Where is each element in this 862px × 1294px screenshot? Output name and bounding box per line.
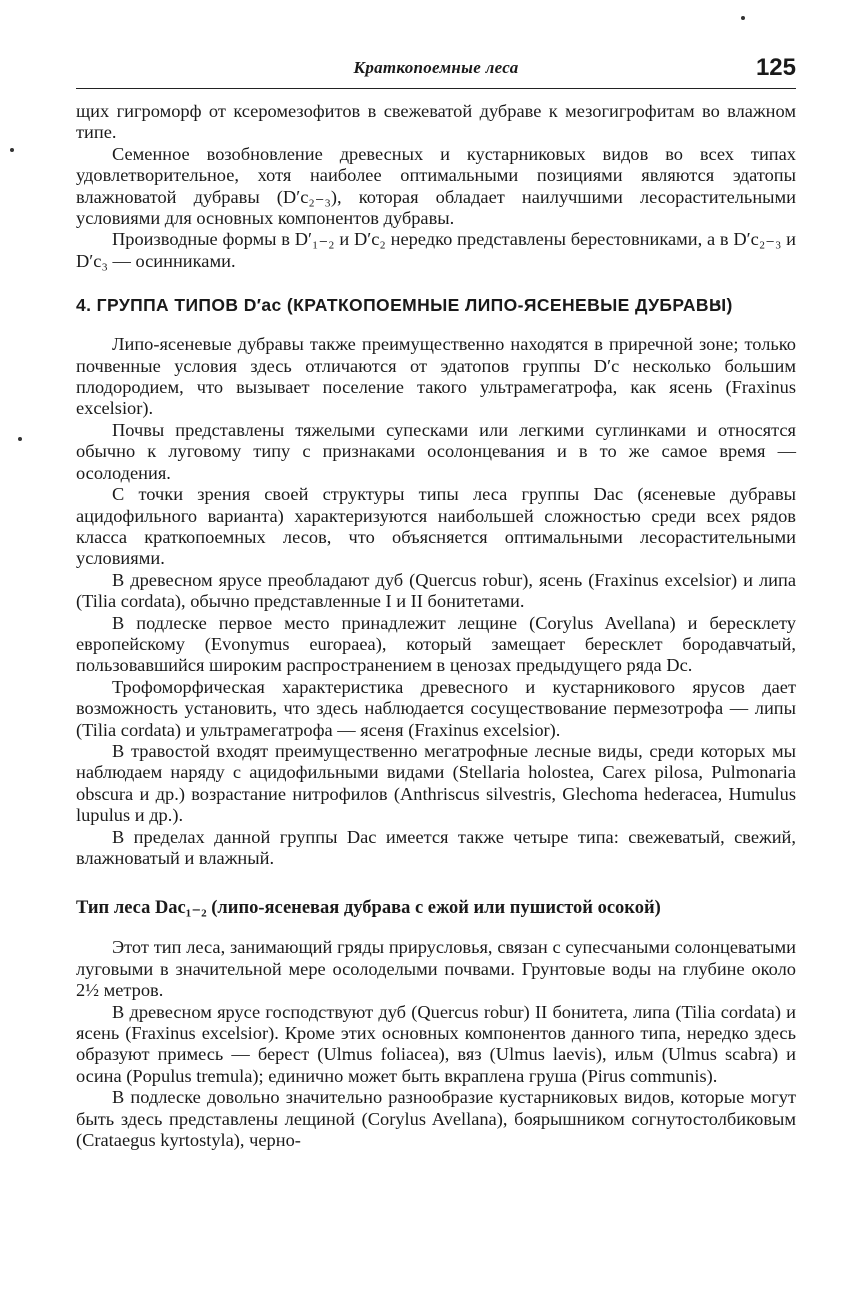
- paragraph: В пределах данной группы Dac имеется также четыре типа: свежеватый, свежий, влажноватый и влажный.: [76, 826, 796, 868]
- paragraph: Липо-ясеневые дубравы также преимущественно находятся в приречной зоне; только почвенные условия здесь отличаются от эдатопов группы D′c несколько большим плодородием, что вызывает поселение такого ультрамегатрофа, как ясень (Fraxinus excelsior).: [76, 334, 796, 419]
- book-page: [76, 54, 796, 1151]
- running-title: Краткопоемные леса: [353, 58, 519, 77]
- page-body: [76, 101, 796, 1151]
- page-speck: [18, 437, 22, 441]
- running-header: [76, 54, 796, 89]
- page-speck: [741, 16, 745, 20]
- paragraph: Производные формы в D′₁₋₂ и D′c₂ нередко представлены берестовниками, а в D′c₂₋₃ и D′c₃ — осинниками.: [76, 229, 796, 271]
- paragraph: В подлеске довольно значительно разнообразие кустарниковых видов, которые могут быть здесь представлены лещиной (Corylus Avellana), боярышником согнутостолбиковым (Crataegus kyrtostyla), черно-: [76, 1087, 796, 1151]
- subsection-heading: Тип леса Dac₁₋₂ (липо-ясеневая дубрава с ежой или пушистой осокой): [76, 898, 661, 919]
- paragraph: В подлеске первое место принадлежит лещине (Corylus Avellana) и бересклету европейскому (Evonymus europaea), который замещает бересклет бородавчатый, пользовавшийся широким распространением в ценозах предыдущего ряда Dc.: [76, 612, 796, 676]
- paragraph: В травостой входят преимущественно мегатрофные лесные виды, среди которых мы наблюдаем наряду с ацидофильными видами (Stellaria holostea, Carex pilosa, Pulmonaria obscura и др.) возрастание нитрофилов (Anthriscus silvestris, Glechoma hederacea, Humulus lupulus и др.).: [76, 740, 796, 826]
- paragraph: Почвы представлены тяжелыми супесками или легкими суглинками и относятся обычно к луговому типу с признаками осолонцевания и в то же самое время — осолодения.: [76, 419, 796, 483]
- page-speck: [10, 148, 14, 152]
- paragraph: В древесном ярусе преобладают дуб (Quercus robur), ясень (Fraxinus excelsior) и липа (Tilia cordata), обычно представленные I и II бонитетами.: [76, 569, 796, 612]
- section-heading: 4. ГРУППА ТИПОВ D′ac (КРАТКОПОЕМНЫЕ ЛИПО-ЯСЕНЕВЫЕ ДУБРАВЫ): [76, 295, 733, 316]
- page-number: 125: [755, 54, 796, 81]
- paragraph: щих гигроморф от ксеромезофитов в свежеватой дубраве к мезогигрофитам во влажном типе.: [76, 101, 796, 143]
- paragraph: Этот тип леса, занимающий гряды прирусловья, связан с супесчаными солонцеватыми луговыми в значительной мере осолоделыми почвами. Грунтовые воды на глубине около 2½ метров.: [76, 937, 796, 1001]
- paragraph: Трофоморфическая характеристика древесного и кустарникового ярусов дает возможность установить, что здесь наблюдается сосуществование пермезотрофа — липы (Tilia cordata) и ультрамегатрофа — ясеня (Fraxinus excelsior).: [76, 676, 796, 740]
- paragraph: С точки зрения своей структуры типы леса группы Dac (ясеневые дубравы ацидофильного варианта) характеризуются наибольшей сложностью среди всех рядов класса краткопоемных лесов, что объясняется оптимальными лесорастительными условиями.: [76, 484, 796, 569]
- paragraph: В древесном ярусе господствуют дуб (Quercus robur) II бонитета, липа (Tilia cordata) и ясень (Fraxinus excelsior). Кроме этих основных компонентов данного типа, нередко здесь образуют примесь — берест (Ulmus foliacea), вяз (Ulmus laevis), ильм (Ulmus scabra) и осина (Populus tremula); единично может быть вкраплена груша (Pirus communis).: [76, 1001, 796, 1086]
- paragraph: Семенное возобновление древесных и кустарниковых видов во всех типах удовлетворительное, хотя наиболее оптимальными позициями являются эдатопы влажноватой дубравы (D′c₂₋₃), которая обладает наилучшими лесорастительными условиями для основных компонентов дубравы.: [76, 143, 796, 229]
